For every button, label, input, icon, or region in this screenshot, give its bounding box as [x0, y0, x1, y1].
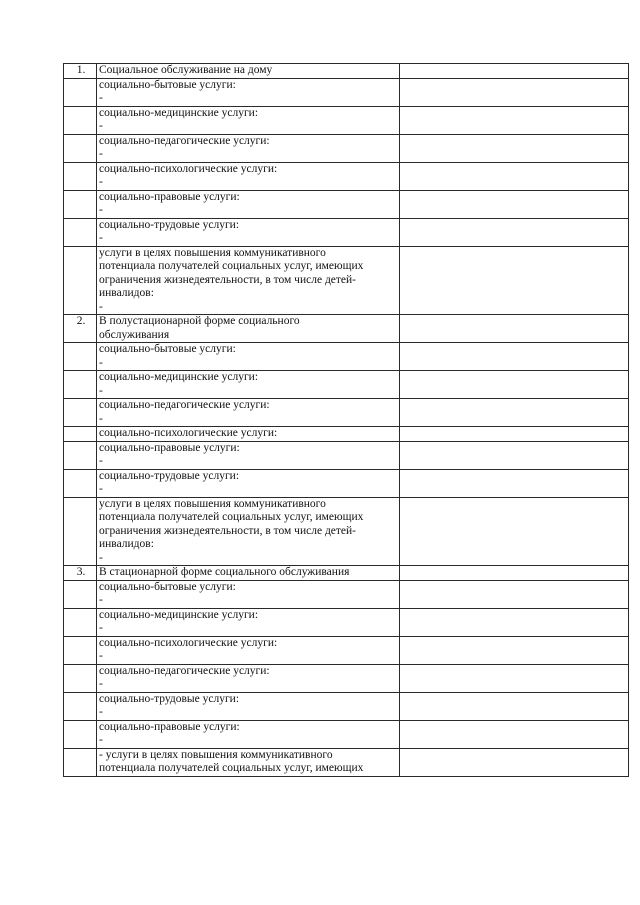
service-number-cell: [64, 748, 97, 776]
section-value-cell: [400, 566, 629, 581]
section-title-line: В стационарной форме социального обслуживания: [99, 566, 350, 578]
service-number-cell: [64, 580, 97, 608]
service-description: [97, 441, 400, 469]
service-row: [64, 692, 629, 720]
section-number: 1.: [64, 64, 97, 79]
service-number-cell: [64, 664, 97, 692]
service-description: [97, 664, 400, 692]
service-label-line: социально-бытовые услуги:: [99, 580, 236, 593]
service-number-cell: [64, 692, 97, 720]
service-label-line: социально-правовые услуги:: [99, 441, 240, 454]
service-row: [64, 399, 629, 427]
service-row: [64, 497, 629, 566]
service-value-cell: [400, 608, 629, 636]
service-label-line: услуги в целях повышения коммуникативного: [99, 246, 326, 259]
service-number-cell: [64, 399, 97, 427]
service-dash: -: [99, 483, 103, 495]
service-description: [97, 106, 400, 134]
service-description: [97, 371, 400, 399]
service-number-cell: [64, 720, 97, 748]
service-description: [97, 608, 400, 636]
service-dash: -: [99, 734, 103, 746]
service-row: [64, 190, 629, 218]
service-description: [97, 580, 400, 608]
service-dash: -: [99, 92, 103, 104]
service-description: [97, 720, 400, 748]
service-row: [64, 664, 629, 692]
service-label-line: социально-трудовые услуги:: [99, 692, 240, 705]
service-dash: -: [99, 232, 103, 244]
service-row: [64, 720, 629, 748]
service-row: [64, 469, 629, 497]
service-value-cell: [400, 78, 629, 106]
service-dash: -: [99, 594, 103, 606]
service-label-line: социально-педагогические услуги:: [99, 664, 270, 677]
service-label-line: социально-трудовые услуги:: [99, 218, 240, 231]
service-row: [64, 106, 629, 134]
service-row: [64, 134, 629, 162]
service-number-cell: [64, 636, 97, 664]
section-title: [97, 315, 400, 343]
service-row: [64, 608, 629, 636]
service-row: [64, 343, 629, 371]
section-title: [97, 64, 400, 79]
service-dash: -: [99, 120, 103, 132]
service-label-line: - услуги в целях повышения коммуникативного: [99, 748, 333, 761]
service-row: [64, 78, 629, 106]
service-number-cell: [64, 190, 97, 218]
service-label-line: социально-трудовые услуги:: [99, 469, 240, 482]
service-description: [97, 134, 400, 162]
service-number-cell: [64, 162, 97, 190]
services-table: [63, 63, 629, 777]
service-label-line: социально-педагогические услуги:: [99, 399, 270, 411]
service-label-line: инвалидов:: [99, 538, 154, 550]
service-number-cell: [64, 371, 97, 399]
service-row: [64, 162, 629, 190]
section-value-cell: [400, 64, 629, 79]
service-dash: -: [99, 455, 103, 467]
service-value-cell: [400, 134, 629, 162]
services-table-body: [64, 64, 629, 777]
service-row: [64, 218, 629, 246]
section-title-line: В полустационарной форме социального: [99, 315, 300, 327]
service-value-cell: [400, 343, 629, 371]
service-number-cell: [64, 78, 97, 106]
service-label-line: социально-медицинские услуги:: [99, 371, 259, 383]
service-dash: -: [99, 300, 103, 313]
service-label-line: социально-психологические услуги:: [99, 636, 278, 649]
service-value-cell: [400, 664, 629, 692]
service-value-cell: [400, 636, 629, 664]
service-value-cell: [400, 427, 629, 442]
service-dash: -: [99, 148, 103, 160]
service-label-line: потенциала получателей социальных услуг, имеющих: [99, 762, 364, 774]
service-row: [64, 580, 629, 608]
service-dash: -: [99, 678, 103, 690]
service-description: [97, 399, 400, 427]
service-dash: -: [99, 204, 103, 216]
service-dash: -: [99, 412, 103, 425]
service-label-line: социально-бытовые услуги:: [99, 343, 236, 355]
service-label-line: потенциала получателей социальных услуг, имеющих: [99, 260, 364, 272]
service-description: [97, 343, 400, 371]
service-number-cell: [64, 134, 97, 162]
service-dash: -: [99, 650, 103, 662]
service-description: [97, 78, 400, 106]
service-value-cell: [400, 399, 629, 427]
service-row: [64, 246, 629, 315]
service-description: [97, 218, 400, 246]
section-value-cell: [400, 315, 629, 343]
service-value-cell: [400, 246, 629, 315]
service-label-line: ограничения жизнедеятельности, в том числе детей-: [99, 273, 357, 286]
service-number-cell: [64, 427, 97, 442]
service-label-line: социально-медицинские услуги:: [99, 106, 259, 119]
service-description: [97, 246, 400, 315]
section-row: [64, 566, 629, 581]
service-label-line: социально-правовые услуги:: [99, 720, 240, 733]
service-dash: -: [99, 706, 103, 718]
service-dash: -: [99, 622, 103, 634]
service-number-cell: [64, 497, 97, 566]
service-value-cell: [400, 469, 629, 497]
service-number-cell: [64, 246, 97, 315]
service-value-cell: [400, 218, 629, 246]
service-description: [97, 427, 400, 442]
service-row: [64, 441, 629, 469]
service-value-cell: [400, 748, 629, 776]
service-value-cell: [400, 441, 629, 469]
section-row: [64, 64, 629, 79]
service-label-line: ограничения жизнедеятельности, в том числе детей-: [99, 524, 357, 537]
service-description: [97, 162, 400, 190]
section-title-line: обслуживания: [99, 328, 170, 341]
service-value-cell: [400, 720, 629, 748]
service-row: [64, 748, 629, 776]
service-dash: -: [99, 176, 103, 188]
service-value-cell: [400, 580, 629, 608]
service-label-line: социально-психологические услуги:: [99, 427, 278, 439]
service-label-line: социально-правовые услуги:: [99, 190, 240, 203]
service-description: [97, 469, 400, 497]
service-dash: -: [99, 384, 103, 397]
service-description: [97, 190, 400, 218]
section-row: [64, 315, 629, 343]
service-dash: -: [99, 551, 103, 564]
service-number-cell: [64, 608, 97, 636]
service-label-line: социально-психологические услуги:: [99, 162, 278, 175]
service-label-line: потенциала получателей социальных услуг, имеющих: [99, 511, 364, 523]
service-description: [97, 636, 400, 664]
service-row: [64, 427, 629, 442]
service-description: [97, 748, 400, 776]
service-value-cell: [400, 106, 629, 134]
service-number-cell: [64, 218, 97, 246]
service-number-cell: [64, 469, 97, 497]
service-label-line: социально-медицинские услуги:: [99, 608, 259, 621]
service-value-cell: [400, 497, 629, 566]
service-number-cell: [64, 343, 97, 371]
service-label-line: услуги в целях повышения коммуникативного: [99, 497, 326, 510]
service-value-cell: [400, 371, 629, 399]
service-value-cell: [400, 162, 629, 190]
service-value-cell: [400, 692, 629, 720]
service-description: [97, 692, 400, 720]
section-number: 2.: [64, 315, 97, 343]
service-row: [64, 371, 629, 399]
section-title-line: Социальное обслуживание на дому: [99, 64, 273, 76]
service-label-line: инвалидов:: [99, 287, 154, 299]
section-title: [97, 566, 400, 581]
service-number-cell: [64, 441, 97, 469]
service-label-line: социально-педагогические услуги:: [99, 134, 270, 147]
service-dash: -: [99, 356, 103, 369]
service-number-cell: [64, 106, 97, 134]
section-number: 3.: [64, 566, 97, 581]
service-row: [64, 636, 629, 664]
service-description: [97, 497, 400, 566]
service-label-line: социально-бытовые услуги:: [99, 78, 236, 91]
service-value-cell: [400, 190, 629, 218]
